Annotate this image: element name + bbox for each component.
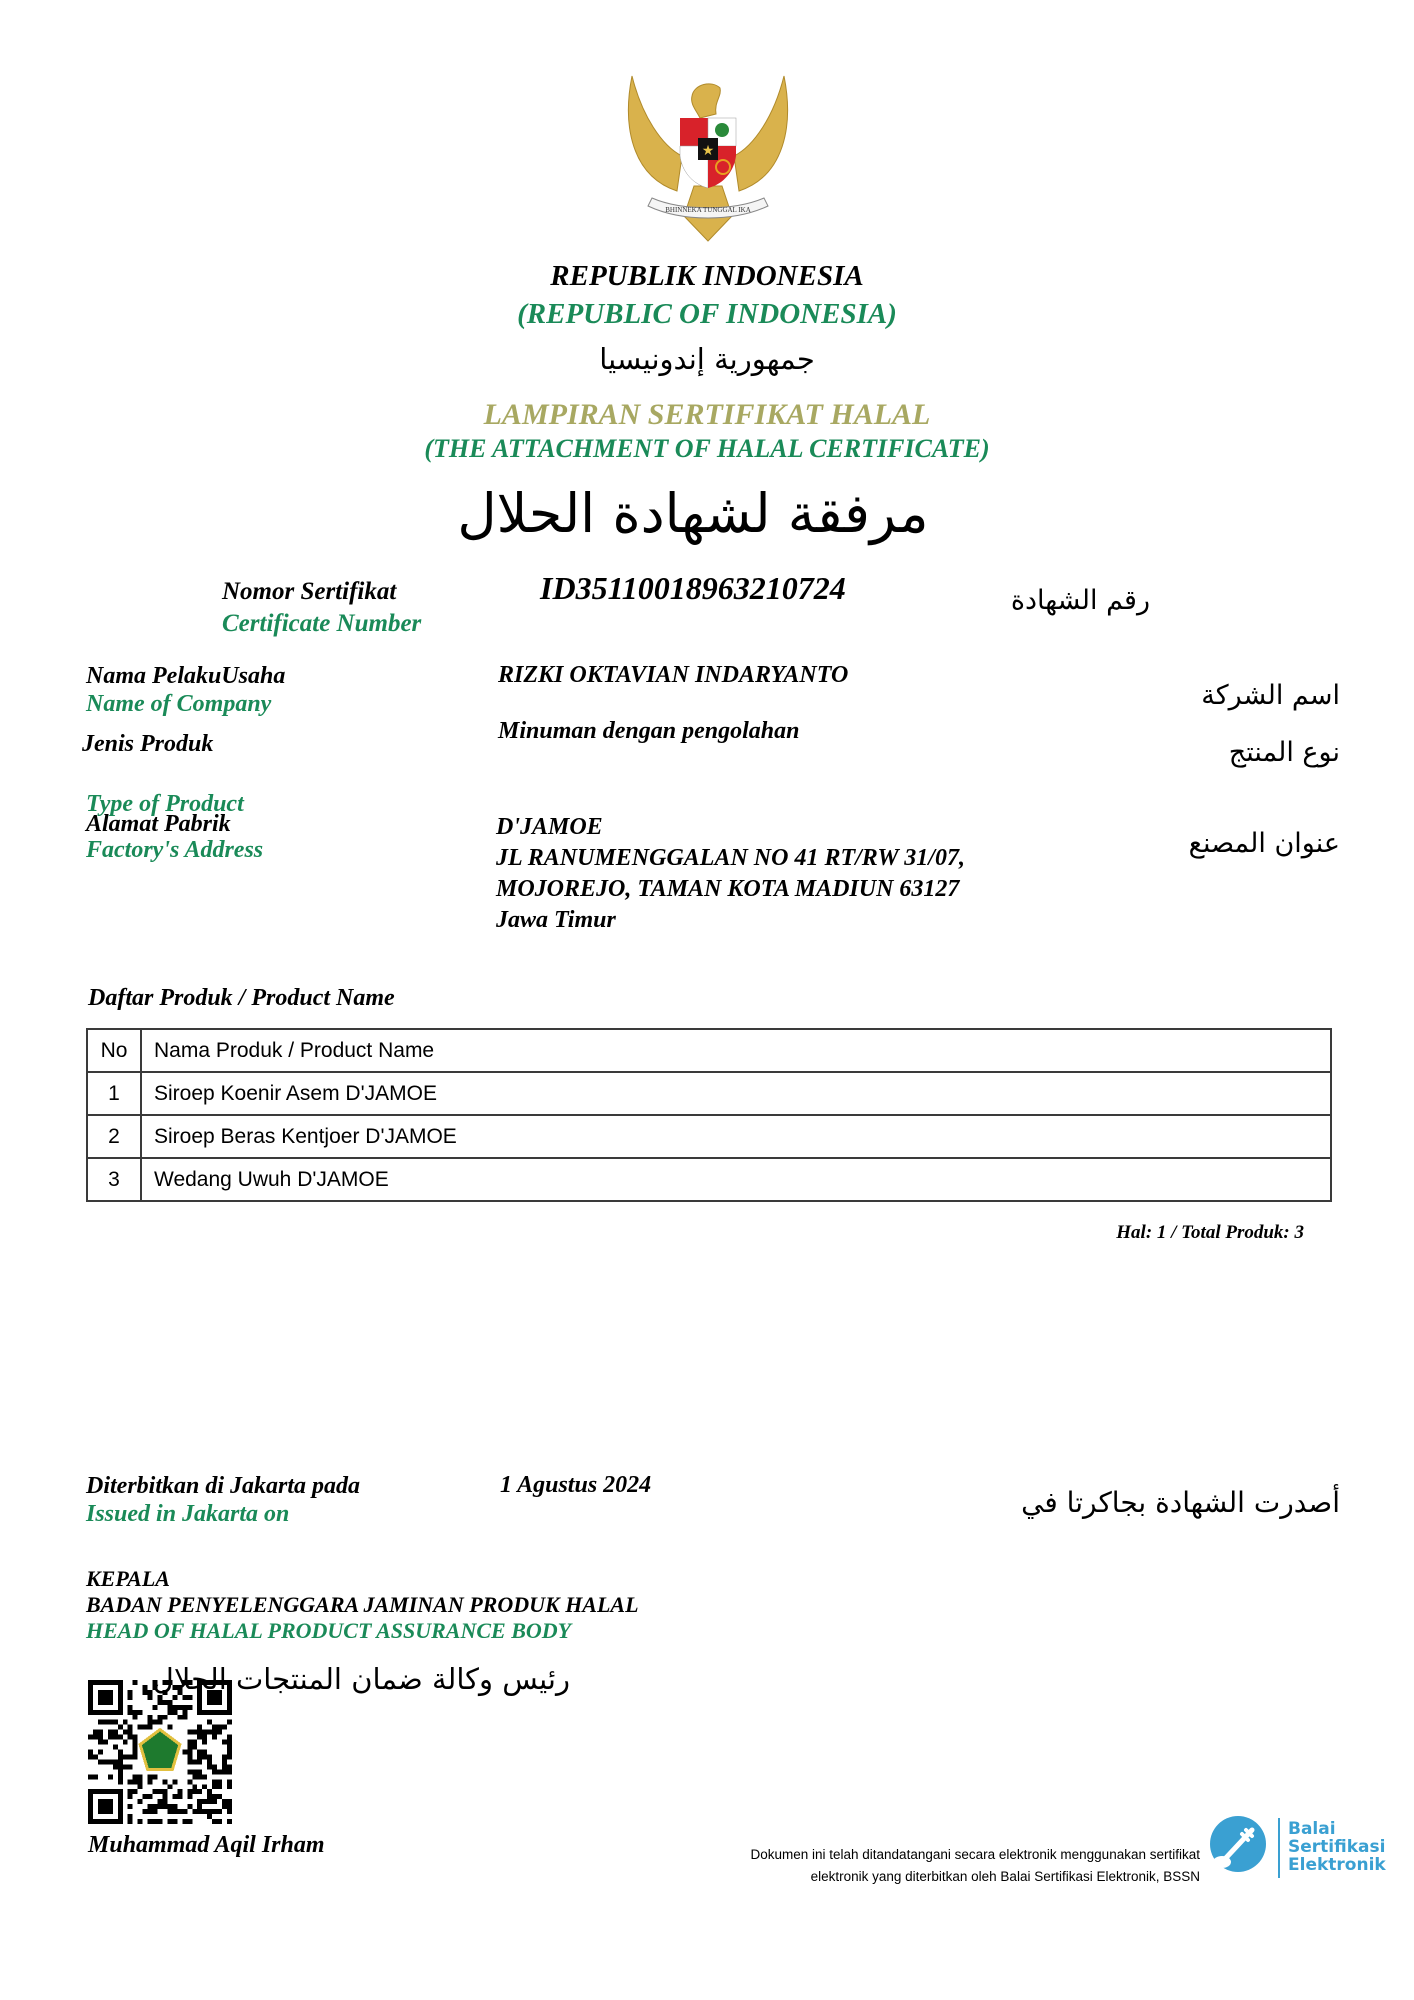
note-line-2: elektronik yang diterbitkan oleh Balai Sertifikasi Elektronik, BSSN <box>810 1869 1200 1884</box>
row-number: 3 <box>87 1158 141 1201</box>
signatory-name: Muhammad Aqil Irham <box>88 1832 325 1858</box>
column-header-product-name: Nama Produk / Product Name <box>141 1029 1331 1072</box>
bse-logo-divider <box>1278 1818 1280 1878</box>
signatory-title-en: HEAD OF HALAL PRODUCT ASSURANCE BODY <box>86 1618 572 1643</box>
signatory-title-ar: رئيس وكالة ضمان المنتجات الحلال <box>152 1662 570 1696</box>
svg-text:★: ★ <box>701 144 715 159</box>
table-row <box>87 1158 1331 1201</box>
company-label-ar: اسم الشركة <box>1201 680 1340 711</box>
document-title-en: (THE ATTACHMENT OF HALAL CERTIFICATE) <box>424 434 990 463</box>
motto-text: BHINNEKA TUNGGAL IKA <box>665 206 751 214</box>
table-row <box>87 1072 1331 1115</box>
issued-label-id: Diterbitkan di Jakarta pada <box>86 1473 361 1499</box>
bse-logo-line: Elektronik <box>1288 1855 1386 1875</box>
signatory-title <box>86 1566 639 1644</box>
issued-date: 1 Agustus 2024 <box>500 1472 652 1498</box>
factory-address <box>496 812 965 936</box>
pagination-text: Hal: 1 / Total Produk: 3 <box>1116 1222 1304 1243</box>
certificate-number-label-id: Nomor Sertifikat <box>222 578 397 605</box>
certificate-number-label-ar: رقم الشهادة <box>1010 585 1150 616</box>
column-header-no: No <box>87 1029 141 1072</box>
bse-logo-text <box>1288 1820 1386 1874</box>
certificate-number-label-en: Certificate Number <box>222 610 422 637</box>
product-list-heading: Daftar Produk / Product Name <box>88 985 395 1011</box>
signatory-title-line-2: BADAN PENYELENGGARA JAMINAN PRODUK HALAL <box>86 1592 639 1617</box>
company-value: RIZKI OKTAVIAN INDARYANTO <box>498 662 849 688</box>
left-wing <box>628 76 682 191</box>
factory-address-line: JL RANUMENGGALAN NO 41 RT/RW 31/07, <box>496 845 965 871</box>
product-type-label-en: Type of Product <box>86 791 244 817</box>
row-number: 1 <box>87 1072 141 1115</box>
garuda-emblem <box>622 66 794 246</box>
factory-address-line: Jawa Timur <box>496 907 616 933</box>
product-name: Wedang Uwuh D'JAMOE <box>141 1158 1331 1201</box>
country-title-ar: جمهورية إندونيسيا <box>599 342 815 376</box>
table-row <box>87 1115 1331 1158</box>
note-line-1: Dokumen ini telah ditandatangani secara elektronik menggunakan sertifikat <box>750 1847 1200 1862</box>
signatory-title-line-1: KEPALA <box>86 1566 170 1591</box>
qr-code <box>88 1680 232 1824</box>
product-type-label-ar: نوع المنتج <box>1228 737 1340 768</box>
row-number: 2 <box>87 1115 141 1158</box>
product-type-label-id: Jenis Produk <box>82 731 214 757</box>
electronic-signature-note <box>620 1844 1200 1888</box>
company-label-id: Nama PelakuUsaha <box>86 663 286 689</box>
shield <box>680 118 736 188</box>
country-title-en: (REPUBLIC OF INDONESIA) <box>517 298 897 330</box>
ministry-seal-icon <box>140 1730 180 1770</box>
product-type-value: Minuman dengan pengolahan <box>498 718 800 744</box>
factory-address-line: D'JAMOE <box>496 814 603 840</box>
eagle-head <box>692 84 721 118</box>
issued-label-en: Issued in Jakarta on <box>86 1501 290 1527</box>
factory-address-line: MOJOREJO, TAMAN KOTA MADIUN 63127 <box>496 876 960 902</box>
document-title-ar: مرفقة لشهادة الحلال <box>457 482 929 545</box>
product-name: Siroep Koenir Asem D'JAMOE <box>141 1072 1331 1115</box>
document-title-id: LAMPIRAN SERTIFIKAT HALAL <box>483 398 931 431</box>
bse-logo-line: Sertifikasi <box>1288 1837 1386 1857</box>
country-title-id: REPUBLIK INDONESIA <box>550 260 864 292</box>
issued-label-ar: أصدرت الشهادة بجاكرتا في <box>1021 1486 1340 1519</box>
factory-label-en: Factory's Address <box>86 837 264 863</box>
bse-key-logo-icon <box>1208 1814 1268 1874</box>
table-header-row <box>87 1029 1331 1072</box>
product-name: Siroep Beras Kentjoer D'JAMOE <box>141 1115 1331 1158</box>
factory-label-id: Alamat Pabrik <box>86 811 231 837</box>
right-wing <box>734 76 788 191</box>
factory-label-ar: عنوان المصنع <box>1188 828 1340 859</box>
bse-logo-line: Balai <box>1288 1819 1336 1839</box>
company-label-en: Name of Company <box>86 691 272 717</box>
product-table <box>86 1028 1332 1202</box>
certificate-number: ID35110018963210724 <box>540 570 846 606</box>
